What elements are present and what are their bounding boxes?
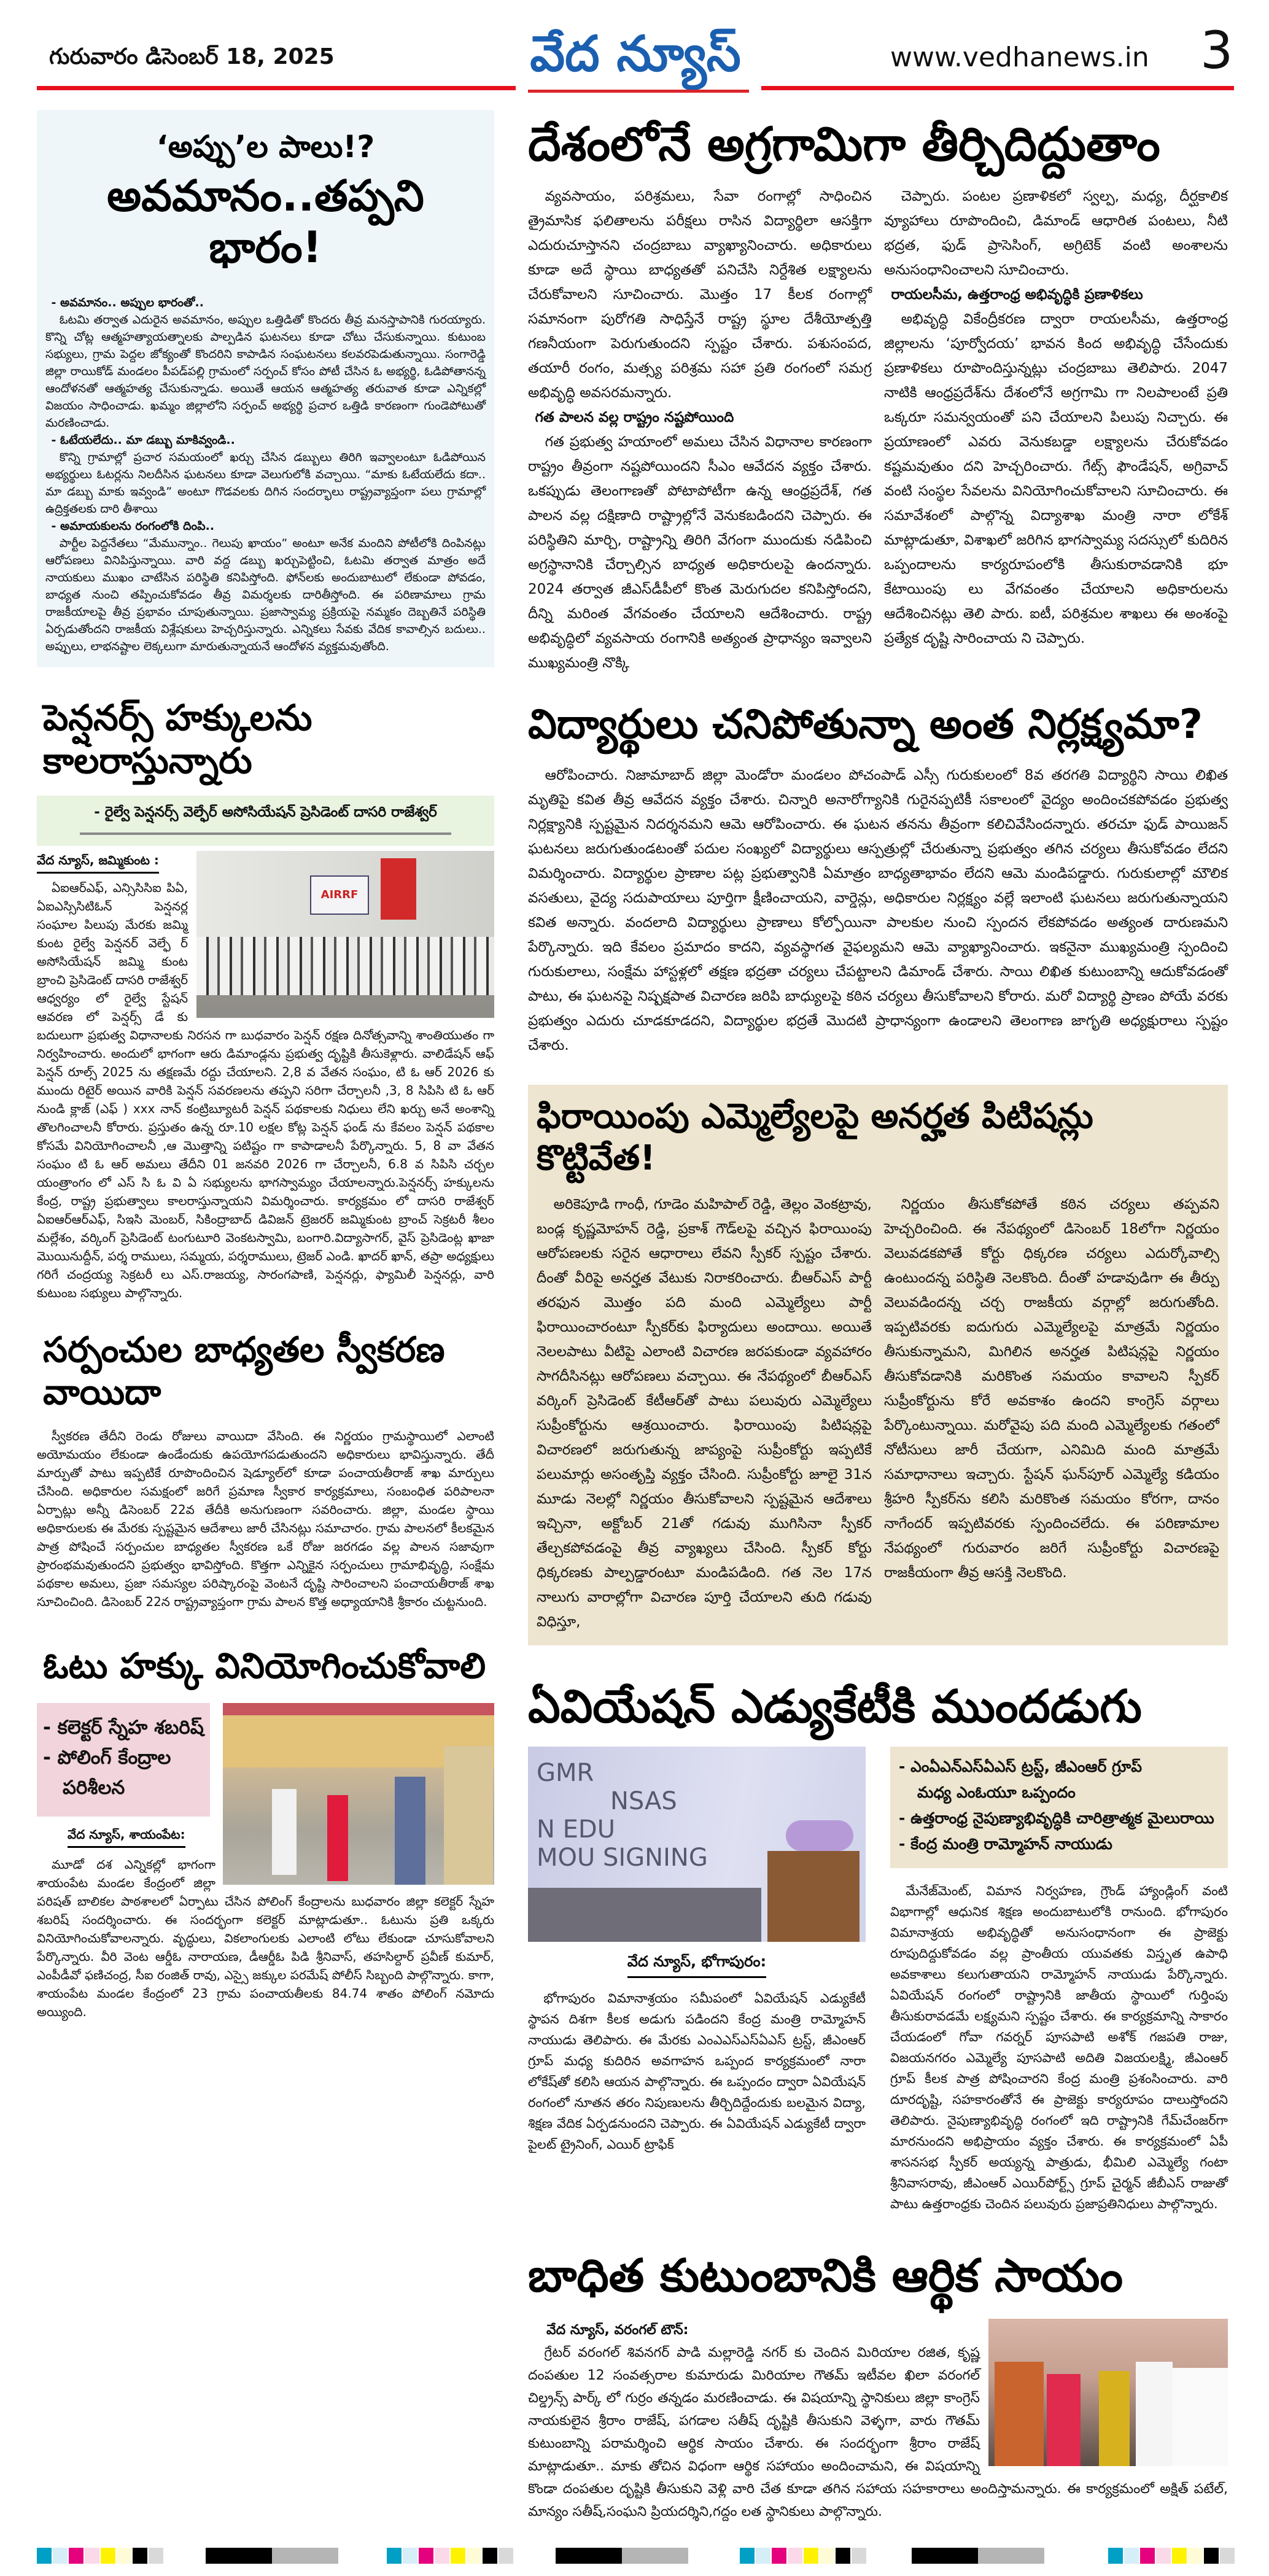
subheading: రాయలసీమ, ఉత్తరాంధ్ర అభివృద్ధికి ప్రణాళికలు bbox=[891, 287, 1143, 303]
article-sarpanch bbox=[37, 1329, 494, 1611]
color-swatch bbox=[85, 2548, 99, 2564]
color-swatch bbox=[133, 2548, 147, 2564]
headline: ఫిరాయింపు ఎమ్మెల్యేలపై అనర్హత పిటిషన్లు కొట్టివేత! bbox=[537, 1096, 1093, 1178]
highlight: - పోలింగ్ కేంద్రాల bbox=[43, 1747, 171, 1769]
paragraph: ఆరోపించారు. నిజామాబాద్ జిల్లా మెండోరా మండలం పోచంపాడ్ ఎస్సీ గురుకులంలో 8వ తరగతి విద్యార్థిని సాయి లిఖిత మృతిపై కవిత తీవ్ర ఆవేదన వ్యక్తం చేశారు. చిన్నారి అనారోగ్యానికి గురైనప్పటికీ సకాలంలో వైద్యం అందించకపోవడం ప్రభుత్వ నిర్లక్ష్యానికి స్పష్టమైన నిదర్శనమని ఆమె ఆరోపించారు. ఈ ఘటన తనను తీవ్రంగా కలిచివేసిందన్నారు. తరచూ ఫుడ్ పాయిజన్ ఘటనలు జరుగుతుండటంతో పదుల సంఖ్యలో విద్యార్థులు ఆస్పత్రుల్లో చేరుతున్నా ప్రభుత్వం తగిన చర్యలు తీసుకోవడం లేదని విమర్శించారు. విద్యార్థుల ప్రాణాల పట్ల ప్రభుత్వానికి ఏమాత్రం బాధ్యతాభావం లేదని ఆమె మండిపడ్డారు. గురుకులాల్లో మౌలిక వసతులు, వైద్య సదుపాయాలు పూర్తిగా క్షీణించాయని, వార్డెన్లు, అధికారుల నిర్లక్ష్యం వల్లే ఇలాంటి ఘటనలు జరుగుతున్నాయని కవిత అన్నారు. వందలాది విద్యార్థులు ప్రాణాలు కోల్పోయినా పాలకుల నుంచి స్పందన లేకపోవడం అత్యంత దారుణమని పేర్కొన్నారు. ఇది కేవలం ప్రమాదం కాదని, వ్యవస్థాగత వైఫల్యమని ఆమె వ్యాఖ్యానించారు. ఇకనైనా ముఖ్యమంత్రి స్పందించి గురుకులాలు, సంక్షేమ హాస్టళ్లలో తక్షణ భద్రతా చర్యలు చేపట్టాలని డిమాండ్ చేశారు. సాయి లిఖిత కుటుంబాన్ని ఆదుకోవడంతో పాటు, ఈ ఘటనపై నిష్పక్షపాత విచారణ జరిపి బాధ్యులపై కఠిన చర్యలు తీసుకోవాలని కోరారు. మరో విద్యార్థి ప్రాణం పోయే వరకు ప్రభుత్వం ఎదురు చూడకూడదని, విద్యార్థుల భద్రతే మొదటి ప్రాధాన్యంగా ఉండాలని తెలంగాణ జాగృతి అధ్యక్షురాలు స్పష్టం చేశారు. bbox=[528, 767, 1228, 1054]
headline: బాధిత కుటుంబానికి ఆర్థిక సాయం bbox=[528, 2249, 1123, 2302]
paragraph: పార్టీల పెద్దనేతలు “మేమున్నాం.. గెలుపు ఖాయం” అంటూ అనేక మందిని పోటీలోకి దింపినట్లు ఆరోపణలు వినిపిస్తున్నాయి. వారి వద్ద డబ్బు ఖర్చుపెట్టించి, ఓటమి తర్వాత మాత్రం అదే నాయకులు ముఖం చాటేసిన పరిస్థితి కనిపిస్తోంది. ఫోన్‌లకు అందుబాటులో లేకుండా పోవడం, బాధ్యత నుంచి తప్పించుకోవడం తీవ్ర విమర్శలకు దారితీస్తోంది. ఈ పరిణామాలు గ్రామ రాజకీయాలపై తీవ్ర ప్రభావం చూపుతున్నాయి. ప్రజాస్వామ్య ప్రక్రియపై నమ్మకం దెబ్బతినే పరిస్థితి ఏర్పడుతోందని రాజకీయ విశ్లేషకులు హెచ్చరిస్తున్నారు. ఎన్నికలు సేవకు వేదిక కావాల్సిన బదులు.. అప్పులు, లాభనష్టాల లెక్కలుగా మారుతున్నాయనే ఆందోళన వ్యక్తమవుతోంది. bbox=[45, 537, 486, 653]
highlights-box bbox=[37, 1703, 210, 1817]
subheading: - అమాయకులను రంగంలోకి దింపి.. bbox=[51, 519, 215, 533]
highlight: - ఉత్తరాంధ్ర నైపుణ్యాభివృద్ధికి చారిత్రాత్మక మైలురాయి bbox=[899, 1809, 1214, 1827]
color-swatch bbox=[419, 2548, 433, 2564]
article-body bbox=[37, 1427, 494, 1611]
article-column-1 bbox=[537, 1192, 872, 1634]
tone-block bbox=[622, 2548, 688, 2564]
color-swatch bbox=[403, 2548, 417, 2564]
collector-visit-photo bbox=[223, 1703, 494, 1885]
color-swatch bbox=[69, 2548, 83, 2564]
subheading-box bbox=[37, 796, 494, 846]
highlight: - కేంద్ర మంత్రి రామ్మోహన్ నాయుడు bbox=[899, 1834, 1112, 1853]
dateline: వేద న్యూస్, శాయంపేట: bbox=[68, 1825, 185, 1848]
print-color-bar bbox=[0, 2548, 1269, 2564]
article-column-1 bbox=[528, 1988, 866, 2155]
color-swatch bbox=[467, 2548, 481, 2564]
paragraph: ఓటమి తర్వాత ఎదురైన అవమానం, అప్పుల ఒత్తిడితో కొందరు తీవ్ర మనస్తాపానికి గురయ్యారు. కొన్ని చోట్ల ఆత్మహత్యాయత్నాలకు పాల్పడిన ఘటనలు కూడా చోటు చేసుకున్నాయి. కుటుంబ సభ్యులు, గ్రామ పెద్దల జోక్యంతో కొందరిని కాపాడిన సంఘటనలు కలవరపెడుతున్నాయి. సంగారెడ్డి జిల్లా రాయికోడ్ మండలం పీపడ్‌పల్లి గ్రామంలో సర్పంచ్ కోసం పోటీ చేసిన ఓ అభ్యర్థి, ఓడిపోతానన్న ఆందోళనతో ఆత్మహత్య చేసుకున్నాడు. అయితే ఆయన ఆత్మహత్య తరువాత కూడా ఎన్నికల్లో విజయం సాధించాడు. ఖమ్మం జిల్లాలోని సర్పంచ్ అభ్యర్థి ప్రచార ఒత్తిడి కారణంగా గుండెపోటుతో మరణించాడు. bbox=[45, 313, 486, 430]
headline: దేశంలోనే అగ్రగామిగా తీర్చిదిద్దుతాం bbox=[528, 117, 1160, 171]
color-swatch bbox=[435, 2548, 449, 2564]
paragraph: మేనేజ్‌మెంట్, విమాన నిర్వహణ, గ్రౌండ్ హ్యాండ్లింగ్ వంటి విభాగాల్లో ఆధునిక శిక్షణ అందుబాటులోకి రానుంది. భోగాపురం విమానాశ్రయ అభివృద్ధితో అనుసంధానంగా ఈ ప్రాజెక్టు రూపుదిద్దుకోవడం వల్ల ప్రాంతీయ యువతకు విస్తృత ఉపాధి అవకాశాలు కలుగుతాయని రామ్మోహన్ నాయుడు పేర్కొన్నారు. ఏవియేషన్ రంగంలో రాష్ట్రానికి జాతీయ స్థాయిలో గుర్తింపు తీసుకురావడమే లక్ష్యమని స్పష్టం చేశారు. ఈ కార్యక్రమాన్ని సాకారం చేయడంలో గోవా గవర్నర్ పూసపాటి అశోక్ గజపతి రాజు, విజయనగరం ఎమ్మెల్యే పూసపాటి అదితి విజయలక్ష్మి, జీఎంఆర్ గ్రూప్ కీలక పాత్ర పోషించారని కేంద్ర మంత్రి ప్రశంసించారు. వారి దూరదృష్టి, సహకారంతోనే ఈ ప్రాజెక్టు కార్యరూపం దాలుస్తోందని తెలిపారు. నైపుణ్యాభివృద్ధి రంగంలో ఇది రాష్ట్రానికి గేమ్‌చేంజర్‌గా మారనుందని అభిప్రాయం వ్యక్తం చేశారు. ఈ కార్యక్రమంలో ఏపీ శాసనసభ స్పీకర్ అయ్యన్న పాత్రుడు, భీమిలి ఎమ్మెల్యే గంటా శ్రీనివాసరావు, జీఎంఆర్ ఎయిర్‌పోర్ట్స్ గ్రూప్ చైర్మన్ జీబీఎస్ రాజుతో పాటు ఉత్తరాంధ్రకు చెందిన పలువురు ప్రజాప్రతినిధులు పాల్గొన్నారు. bbox=[890, 1883, 1228, 2211]
color-swatch bbox=[1188, 2548, 1203, 2564]
paragraph: స్వీకరణ తేదీని రెండు రోజులు వాయిదా వేసింది. ఈ నిర్ణయం గ్రామస్థాయిలో ఎలాంటి అయోమయం లేకుండా ఉండేందుకు ఉపయోగపడుతుందని అధికారులు భావిస్తున్నారు. తేదీ మార్పుతో పాటు ఇప్పటికే రూపొందించిన షెడ్యూల్‌లో కూడా పంచాయతీరాజ్ శాఖ మార్పులు చేసింది. అధికారుల సమక్షంలో జరిగే ప్రమాణ స్వీకార కార్యక్రమాలు, సంబంధిత పరిపాలనా ఏర్పాట్లు అన్నీ డిసెంబర్ 22వ తేదీకి అనుగుణంగా సవరించారు. జిల్లా, మండల స్థాయి అధికారులకు ఈ మేరకు స్పష్టమైన ఆదేశాలు జారీ చేసినట్లు సమాచారం. గ్రామ పాలనలో కీలకమైన పాత్ర పోషించే సర్పంచుల బాధ్యతల స్వీకరణ ఒకే రోజు జరగడం వల్ల పాలన సజావుగా ప్రారంభమవుతుందని ప్రభుత్వం భావిస్తోంది. కొత్తగా ఎన్నికైన సర్పంచులు గ్రామాభివృద్ధి, సంక్షేమ పథకాల అమలు, ప్రజా సమస్యల పరిష్కారంపై వెంటనే దృష్టి సారించాలని పంచాయతీరాజ్ శాఖ సూచించింది. డిసెంబర్ 22న రాష్ట్రవ్యాప్తంగా గ్రామ పాలన కొత్త అధ్యాయానికి శ్రీకారం చుట్టనుంది. bbox=[37, 1428, 494, 1609]
article-students bbox=[528, 700, 1228, 1058]
paragraph: చెప్పారు. పంటల ప్రణాళికలో స్వల్ప, మధ్య, దీర్ఘకాలిక వ్యూహాలు రూపొందించి, డిమాండ్ ఆధారిత పంటలు, నీటి భద్రత, ఫుడ్ ప్రాసెసింగ్, అగ్రిటెక్ వంటి అంశాలను అనుసంధానించాలని సూచించారు. bbox=[884, 188, 1228, 279]
website-url[interactable]: www.vedhanews.in bbox=[890, 42, 1149, 73]
family-visit-photo bbox=[988, 2319, 1228, 2466]
paragraph: కొన్ని గ్రామాల్లో ప్రచార సమయంలో ఖర్చు చేసిన డబ్బులు తిరిగి ఇవ్వాలంటూ ఓడిపోయిన అభ్యర్థులు ఓటర్లను నిలదీసిన ఘటనలు కూడా వెలుగులోకి వచ్చాయి. “మాకు ఓటేయలేదు కదా.. మా డబ్బు మాకు ఇవ్వండి” అంటూ గొడవలకు దిగిన సందర్భాలు రాష్ట్రవ్యాప్తంగా పలు గ్రామాల్లో ఉద్రిక్తతలకు దారి తీశాయి bbox=[45, 451, 486, 516]
article-aviation bbox=[528, 1680, 1228, 2214]
article-column-2 bbox=[890, 1880, 1228, 2214]
protest-photo bbox=[196, 851, 494, 1018]
page-number: 3 bbox=[1200, 20, 1233, 80]
header-rule-left bbox=[37, 86, 516, 90]
tone-block bbox=[978, 2548, 1044, 2564]
color-swatch bbox=[451, 2548, 465, 2564]
article-family bbox=[528, 2249, 1228, 2524]
color-swatch bbox=[1172, 2548, 1187, 2564]
color-swatch bbox=[1124, 2548, 1139, 2564]
article-pensioners bbox=[37, 697, 494, 1302]
highlight: - కలెక్టర్ స్నేహ శబరిష్ bbox=[43, 1717, 204, 1739]
color-swatch bbox=[820, 2548, 834, 2564]
paragraph: గత ప్రభుత్వ హయాంలో అమలు చేసిన విధానాల కారణంగా రాష్ట్రం తీవ్రంగా నష్టపోయిందని సీఎం ఆవేదన వ్యక్తం చేశారు. ఒకప్పుడు తెలంగాణతో పోటాపోటీగా ఉన్న ఆంధ్రప్రదేశ్, గత పాలన వల్ల దక్షిణాది రాష్ట్రాల్లోనే వెనుకబడిందని చెప్పారు. ఈ పరిస్థితిని మార్చి, రాష్ట్రాన్ని తిరిగి వేగంగా ముందుకు నడిపించి అగ్రస్థానానికి చేర్చాల్సిన బాధ్యత అధికారులపై ఉందన్నారు. 2024 తర్వాత జీఎస్‌డీపీలో కొంత మెరుగుదల కనిపిస్తోందని, దీన్ని మరింత వేగవంతం చేయాలని ఆదేశించారు. రాష్ట్ర అభివృద్ధిలో వ్యవసాయ రంగానికి అత్యంత ప్రాధాన్యం ఇవ్వాలని ముఖ్యమంత్రి నొక్కి bbox=[528, 434, 872, 672]
dateline: వేద న్యూస్, భోగాపురం: bbox=[627, 1953, 766, 1978]
article-column-2 bbox=[884, 1192, 1219, 1585]
issue-date: గురువారం డిసెంబర్ 18, 2025 bbox=[49, 44, 335, 69]
dateline-wrap bbox=[528, 1953, 866, 1983]
color-swatch bbox=[387, 2548, 402, 2564]
protest-banner: AIRRF bbox=[310, 875, 369, 915]
color-swatch bbox=[1220, 2548, 1235, 2564]
photo-backdrop-text: GMR bbox=[537, 1758, 594, 1787]
paragraph: భోగాపురం విమానాశ్రయం సమీపంలో ఏవియేషన్ ఎడ్యుకేటీ స్థాపన దిశగా కీలక అడుగు పడిందని కేంద్ర మంత్రి రామ్మోహన్ నాయుడు తెలిపారు. ఈ మేరకు ఎంఎఎస్ఎస్ఏఎస్ ట్రస్ట్, జీఎంఆర్ గ్రూప్ మధ్య కుదిరిన అవగాహన ఒప్పంద కార్యక్రమంలో నారా లోకేష్‌తో కలిసి ఆయన పాల్గొన్నారు. ఈ ఒప్పందం ద్వారా ఏవియేషన్ రంగంలో నూతన తరం నిపుణులను తీర్చిదిద్దేందుకు బలమైన విద్యా, శిక్షణ వేదిక ఏర్పడనుందని చెప్పారు. ఈ ఏవియేషన్ ఎడ్యుకేటీ ద్వారా పైలట్ ట్రైనింగ్, ఎయిర్ ట్రాఫిక్ bbox=[528, 1990, 866, 2152]
banner bbox=[381, 858, 416, 920]
highlights-box bbox=[890, 1747, 1228, 1868]
tone-block bbox=[206, 2548, 272, 2564]
newspaper-logo: వేద న్యూస్ bbox=[530, 25, 741, 82]
article-defection bbox=[528, 1085, 1228, 1645]
color-swatch bbox=[1108, 2548, 1123, 2564]
tone-block bbox=[556, 2548, 622, 2564]
color-swatch bbox=[101, 2548, 115, 2564]
headline: పెన్షనర్స్ హక్కులను కాలరాస్తున్నారు bbox=[43, 697, 312, 782]
paragraph: ఏఐఆర్ఎఫ్, ఎన్సిసిసిఐ పిఏ, ఏఐఎస్సిసిటిఓన్ పెన్షనర్ల సంఘాల పిలుపు మేరకు జమ్మి కుంట రైల్వే పెన్షనర్ వెల్ఫే ర్ అసోసియేషన్ జమ్మి కుంట బ్రాంచి ప్రెసిడెంట్ దాసరి రాజేశ్వర్ ఆధ్వర్యం లో రైల్వే స్టేషన్ ఆవరణ లో పెన్షర్స్ డే కు బదులుగా ప్రభుత్వ విధానాలకు నిరసన గా బుధవారం పెన్షన్ రక్షణ దినోత్సవాన్ని శాంతియుతం గా నిర్వహించారు. అందులో భాగంగా ఆరు డిమాండ్లను ప్రభుత్వ దృష్టికి తీసుకెళ్లారు. వాలిడేషన్ ఆఫ్ పెన్షన్ రూల్స్ 2025 ను తక్షణమే రద్దు చేయాలని. 2,8 వ వేతన సంఘం, టి ఓ ఆర్ 2026 కు ముందు రిటైర్ అయిన వారికి పెన్షన్ సవరణలను తప్పని సరిగా చేర్చాలనీ ,3, 8 సిపిసి టి ఓ ఆర్ నుండి క్లాజ్ (ఎఫ్ ) xxx నాన్ కంట్రిబ్యూటరీ పెన్షన్ పథకాలకు నిధులు లేని ఖర్చు అనే అంశాన్ని తొలగించాలనీ కోరారు. ప్రస్తుతం ఉన్న రూ.10 లక్షల కోట్ల పెన్షన్ ఫండ్ ను కేవలం పెన్షన్ పథకాల కోసమే వినియోగించాలనీ ,ఆ మొత్తాన్ని పటిష్టం గా కాపాడాలనీ పేర్కొన్నారు. 5, 8 వా వేతన సంఘం టి ఓ ఆర్ అమలు తేదీని 01 జనవరి 2026 గా చేర్చాలనీ, 6.8 వ సిపిసి చర్చల యంత్రాంగం లో ఎస్ సి ఓ వి ఏ సభ్యులను భాగస్వామ్యం చేయాలన్నారు.పెన్షనర్స్ హక్కులను కేంద్ర, రాష్ట్ర ప్రభుత్వాలు కాలరాస్తున్నాయని విమర్శించారు. కార్యక్రమం లో దాసరి రాజేశ్వర్ ఏఐఆర్ఆర్ఎఫ్, సిఇసి మెంబర్, సికింద్రాబాద్ డివిజన్ ట్రెజరర్ జమ్మికుంట బ్రాంచ్ సెక్రటరీ శీలం మల్లేశం, వర్కింగ్ ప్రెసిడెంట్ టంగుటూరి వెంకటస్వామి, బంగారి.విద్యాసాగర్, వైస్ ప్రెసిడెంట్ల ఖాజా మొయినుద్దీన్, పర్శ రాములు, సమ్మయ, పర్శరాములు, ట్రెజర్ ఎండి. ఖాదర్ ఖాన్, తప్రా అధ్యక్షులు గరిగే చంద్రయ్య సెక్రటరీ లు ఎస్.రాజయ్య, సారంగపాణి, పెన్షనర్లు, ఫ్యామిలీ పెన్షనర్లు, వారి కుటుంబ సభ్యులు పాల్గొన్నారు. bbox=[37, 880, 494, 1301]
color-swatch bbox=[499, 2548, 513, 2564]
photo-backdrop-text: NSAS bbox=[610, 1787, 677, 1815]
logo-underline bbox=[528, 90, 749, 93]
subheading: - రైల్వే పెన్షనర్స్ వెల్ఫేర్ అసోసియేషన్ ప్రెసిడెంట్ దాసరి రాజేశ్వర్ bbox=[94, 804, 437, 821]
subheading: గత పాలన వల్ల రాష్ట్రం నష్టపోయింది bbox=[535, 409, 734, 426]
divider bbox=[80, 832, 451, 835]
color-swatch bbox=[804, 2548, 818, 2564]
color-swatch bbox=[117, 2548, 131, 2564]
color-swatch bbox=[756, 2548, 770, 2564]
dateline: వేద న్యూస్, వరంగల్ టౌన్: bbox=[546, 2322, 689, 2338]
article-column-2 bbox=[884, 184, 1228, 651]
color-swatch bbox=[1156, 2548, 1171, 2564]
masthead bbox=[0, 0, 1269, 101]
paragraph: నిర్ణయం తీసుకోకపోతే కఠిన చర్యలు తప్పవని హెచ్చరించింది. ఈ నేపథ్యంలో డిసెంబర్ 18లోగా నిర్ణయం వెలువడకపోతే కోర్టు ధిక్కరణ చర్యలు ఎదుర్కోవాల్సి ఉంటుందన్న పరిస్థితి నెలకొంది. దీంతో హడావుడిగా ఈ తీర్పు వెలువడిందన్న చర్చ రాజకీయ వర్గాల్లో జరుగుతోంది. ఇప్పటివరకు ఐదుగురు ఎమ్మెల్యేలపై మాత్రమే నిర్ణయం తీసుకున్నామని, మిగిలిన అనర్హత పిటిషన్లపై నిర్ణయం తీసుకోవడానికి మరికొంత సమయం కావాలని స్పీకర్ సుప్రీంకోర్టును కోరే అవకాశం ఉందని కాంగ్రెస్ వర్గాలు పేర్కొంటున్నాయి. మరోవైపు పది మంది ఎమ్మెల్యేలకు గతంలో నోటీసులు జారీ చేయగా, ఎనిమిది మంది మాత్రమే సమాధానాలు ఇచ్చారు. స్టేషన్ ఘన్‌పూర్ ఎమ్మెల్యే కడియం శ్రీహరి స్పీకర్‌ను కలిసి మరికొంత సమయం కోరగా, దానం నాగేందర్ ఇప్పటివరకు స్పందించలేదు. ఈ పరిణామాల నేపథ్యంలో గురువారం జరిగే సుప్రీంకోర్టు విచారణపై రాజకీయంగా తీవ్ర ఆసక్తి నెలకొంది. bbox=[884, 1196, 1219, 1581]
article-column-1 bbox=[528, 184, 872, 675]
header-rule-right bbox=[761, 86, 1234, 90]
article-vote bbox=[37, 1645, 494, 2021]
color-swatch bbox=[836, 2548, 850, 2564]
subheading: - అవమానం.. అప్పుల భారంతో.. bbox=[51, 296, 204, 309]
headline: సర్పంచుల బాధ్యతల స్వీకరణ వాయిదా bbox=[43, 1330, 445, 1413]
color-swatch bbox=[483, 2548, 497, 2564]
headline: ఓటు హక్కు వినియోగించుకోవాలి bbox=[43, 1645, 486, 1686]
right-column bbox=[528, 101, 1228, 2523]
paragraph: వ్యవసాయం, పరిశ్రమలు, సేవా రంగాల్లో సాధించిన త్రైమాసిక ఫలితాలను పరీక్షలు రాసిన విద్యార్థిలా ఆసక్తిగా ఎదురుచూస్తానని చంద్రబాబు వ్యాఖ్యానించారు. అధికారులు కూడా అదే స్థాయి బాధ్యతతో పనిచేసి నిర్దేశిత లక్ష్యాలను చేరుకోవాలని సూచించారు. మొత్తం 17 కీలక రంగాల్లో సమానంగా పురోగతి సాధిస్తేనే రాష్ట్ర స్థూల దేశీయోత్పత్తి గణనీయంగా పెరుగుతుందని స్పష్టం చేశారు. పశుసంపద, తయారీ రంగం, మత్స్య పరిశ్రమ సహా ప్రతి రంగంలో సమగ్ర అభివృద్ధి అవసరమన్నారు. bbox=[528, 188, 872, 402]
color-swatch bbox=[1204, 2548, 1219, 2564]
article-body bbox=[528, 763, 1228, 1058]
color-swatch bbox=[1140, 2548, 1155, 2564]
color-swatch bbox=[37, 2548, 52, 2564]
highlight: మధ్య ఎంఓయూ ఒప్పందం bbox=[917, 1783, 1076, 1801]
color-swatch bbox=[740, 2548, 755, 2564]
article-body bbox=[45, 294, 486, 655]
article-debts bbox=[37, 110, 494, 667]
color-swatch bbox=[852, 2548, 866, 2564]
tone-block bbox=[272, 2548, 338, 2564]
headline: అవమానం..తప్పని భారం! bbox=[107, 171, 424, 273]
minister-speech-photo bbox=[528, 1747, 866, 1942]
headline: ఏవియేషన్ ఎడ్యుకేటీకి ముందడుగు bbox=[528, 1680, 1142, 1733]
photo-backdrop-text: MOU SIGNING bbox=[537, 1843, 708, 1872]
page-columns bbox=[0, 101, 1269, 2523]
left-column bbox=[37, 101, 494, 2021]
paragraph: అరికెపూడి గాంధీ, గూడెం మహిపాల్ రెడ్డి, తెల్లం వెంకట్రావు, బండ్ల కృష్ణమోహన్ రెడ్డి, ప్రకాశ్ గౌడ్‌లపై వచ్చిన ఫిరాయింపు ఆరోపణలకు సరైన ఆధారాలు లేవని స్పీకర్ స్పష్టం చేశారు. దీంతో వీరిపై అనర్హత వేటుకు నిరాకరించారు. బీఆర్ఎస్ పార్టీ తరఫున మొత్తం పది మంది ఎమ్మెల్యేలు పార్టీ ఫిరాయించారంటూ స్పీకర్‌కు ఫిర్యాదులు అందాయి. అయితే నెలలపాటు వీటిపై ఎలాంటి విచారణ జరపకుండా వ్యవహారం సాగదీసినట్లు ఆరోపణలు వచ్చాయి. ఈ నేపథ్యంలో బీఆర్ఎస్ వర్కింగ్ ప్రెసిడెంట్ కేటీఆర్‌తో పాటు పలువురు ఎమ్మెల్యేలు సుప్రీంకోర్టును ఆశ్రయించారు. ఫిరాయింపు పిటిషన్లపై విచారణలో జరుగుతున్న జాప్యంపై సుప్రీంకోర్టు ఇప్పటికే పలుమార్లు అసంతృప్తి వ్యక్తం చేసింది. సుప్రీంకోర్టు జూలై 31న మూడు నెలల్లో నిర్ణయం తీసుకోవాలని స్పష్టమైన ఆదేశాలు ఇచ్చినా, అక్టోబర్ 21తో గడువు ముగిసినా స్పీకర్ తేల్చకపోవడంపై తీవ్ర వ్యాఖ్యలు చేసింది. స్పీకర్ కోర్టు ధిక్కరణకు పాల్పడ్డారంటూ మండిపడింది. గత నెల 17న నాలుగు వారాల్లోగా విచారణ పూర్తి చేయాలని తుది గడువు విధిస్తూ, bbox=[537, 1196, 872, 1630]
color-swatch bbox=[788, 2548, 802, 2564]
paragraph: అభివృద్ధి వికేంద్రీకరణ ద్వారా రాయలసీమ, ఉత్తరాంధ్ర జిల్లాలను ‘పూర్వోదయ’ భావన కింద అభివృద్ధి చేసేందుకు ప్రణాళికలు రూపొందిస్తున్నట్లు చంద్రబాబు తెలిపారు. 2047 నాటికి ఆంధ్రప్రదేశ్‌ను దేశంలోనే అగ్రగామి గా నిలపాలంటే ప్రతి ఒక్కరూ సమన్వయంతో పని చేయాలని పిలుపు నిచ్చారు. ఈ ప్రయాణంలో ఎవరు వెనుకబడ్డా లక్ష్యాలను చేరుకోవడం కష్టమవుతుం దని హెచ్చరించారు. గేట్స్ ఫౌండేషన్, అగ్రివాచ్ వంటి సంస్థల సేవలను వినియోగించుకోవాలని సూచించారు. ఈ సమావేశంలో పాల్గొన్న విద్యాశాఖ మంత్రి నారా లోకేశ్ మాట్లాడుతూ, విశాఖలో జరిగిన భాగస్వామ్య సదస్సులో కుదిరిన ఒప్పందాలను కార్యరూపంలోకి తీసుకురావడానికి భూ కేటాయింపు లు వేగవంతం చేయాలని అధికారులను ఆదేశించినట్లు తెలి పారు. ఐటీ, పరిశ్రమల శాఖలు ఈ అంశంపై ప్రత్యేక దృష్టి సారించాయ ని చెప్పారు. bbox=[884, 311, 1228, 647]
article-kicker: ‘అప్పు’ల పాలు!? bbox=[156, 129, 375, 165]
photo-backdrop-text: N EDU bbox=[537, 1815, 615, 1844]
color-swatch bbox=[53, 2548, 68, 2564]
tone-block bbox=[912, 2548, 978, 2564]
color-swatch bbox=[149, 2548, 163, 2564]
highlight: - ఎంఏఎన్ఎస్ఏఎస్ ట్రస్ట్, జీఎంఆర్ గ్రూప్ bbox=[899, 1757, 1143, 1775]
article-state bbox=[528, 116, 1228, 675]
dateline: వేద న్యూస్, జమ్మికుంట : bbox=[37, 851, 159, 874]
paragraph: గ్రేటర్ వరంగల్ శివనగర్ పాడి మల్లారెడ్డి నగర్ కు చెందిన మిరియాల రజిత, కృష్ణ దంపతుల 12 సంవత్సరాల కుమారుడు మిరియాల గౌతమ్ ఇటీవల ఖిలా వరంగల్ చిల్డ్రన్స్ పార్క్ లో గుర్రం తన్నడం మరణించాడు. ఈ విషయాన్ని స్థానికులు జిల్లా కాంగ్రెస్ నాయకులైన శ్రీరాం రాజేష్, పగడాల సతీష్ దృష్టికి తీసుకుని వెళ్ళగా, వారు గౌతమ్ కుటుంబాన్ని పరామర్శించి ఆర్థిక సాయం చేశారు. ఈ సందర్భంగా శ్రీరాం రాజేష్ మాట్లాడుతూ.. మాకు తోచిన విధంగా ఆర్థిక సహాయం అందించామని, ఈ విషయాన్ని కొండా దంపతుల దృష్టికి తీసుకుని వెళ్లి వారి చేత కూడా తగిన సహాయ సహకారాలు అందిస్తామన్నారు. ఈ కార్యక్రమంలో అక్షిత్ పటేల్, మాన్యం సతీష్,సంఘని ప్రియదర్శిని,గద్దం లత స్థానికులు పాల్గొన్నారు. bbox=[528, 2345, 1228, 2520]
headline: విద్యార్థులు చనిపోతున్నా అంత నిర్లక్ష్యమా? bbox=[528, 700, 1203, 748]
highlight: పరిశీలన bbox=[63, 1777, 125, 1799]
paragraph: మూడో దశ ఎన్నికల్లో భాగంగా శాయంపేట మండల కేంద్రంలో జిల్లా పరిషత్ బాలికల పాఠశాలలో ఏర్పాటు చేసిన పోలింగ్ కేంద్రాలను బుధవారం జిల్లా కలెక్టర్ స్నేహ శబరిష్ సందర్శించారు. ఈ సందర్భంగా కలెక్టర్ మాట్లాడుతూ.. ఓటును ప్రతి ఒక్కరు వినియోగించుకోవాలన్నారు. వృద్ధులు, వికలాంగులకు ఎలాంటి లోటు లేకుండా చూసుకోవాలని పేర్కొన్నారు. వీరి వెంట ఆర్డీఓ నారాయణ, డీఆర్డీఓ పిడి శ్రీనివాస్, తహసిల్దార్ ప్రవీణ్ కుమార్, ఎంపీడీవో ఫణిచంద్ర, సీఐ రంజిత్ రావు, ఎస్సై జక్కుల పరమేష్ పోలీస్ సిబ్బంది పాల్గొన్నారు. కాగా, శాయంపేట మండల కేంద్రంలో 23 గ్రామ పంచాయతీలకు 84.74 శాతం పోలింగ్ నమోదు అయ్యింది. bbox=[37, 1857, 494, 2020]
subheading: - ఓటేయలేదు.. మా డబ్బు మాకివ్వండి.. bbox=[51, 433, 235, 447]
color-swatch bbox=[772, 2548, 786, 2564]
